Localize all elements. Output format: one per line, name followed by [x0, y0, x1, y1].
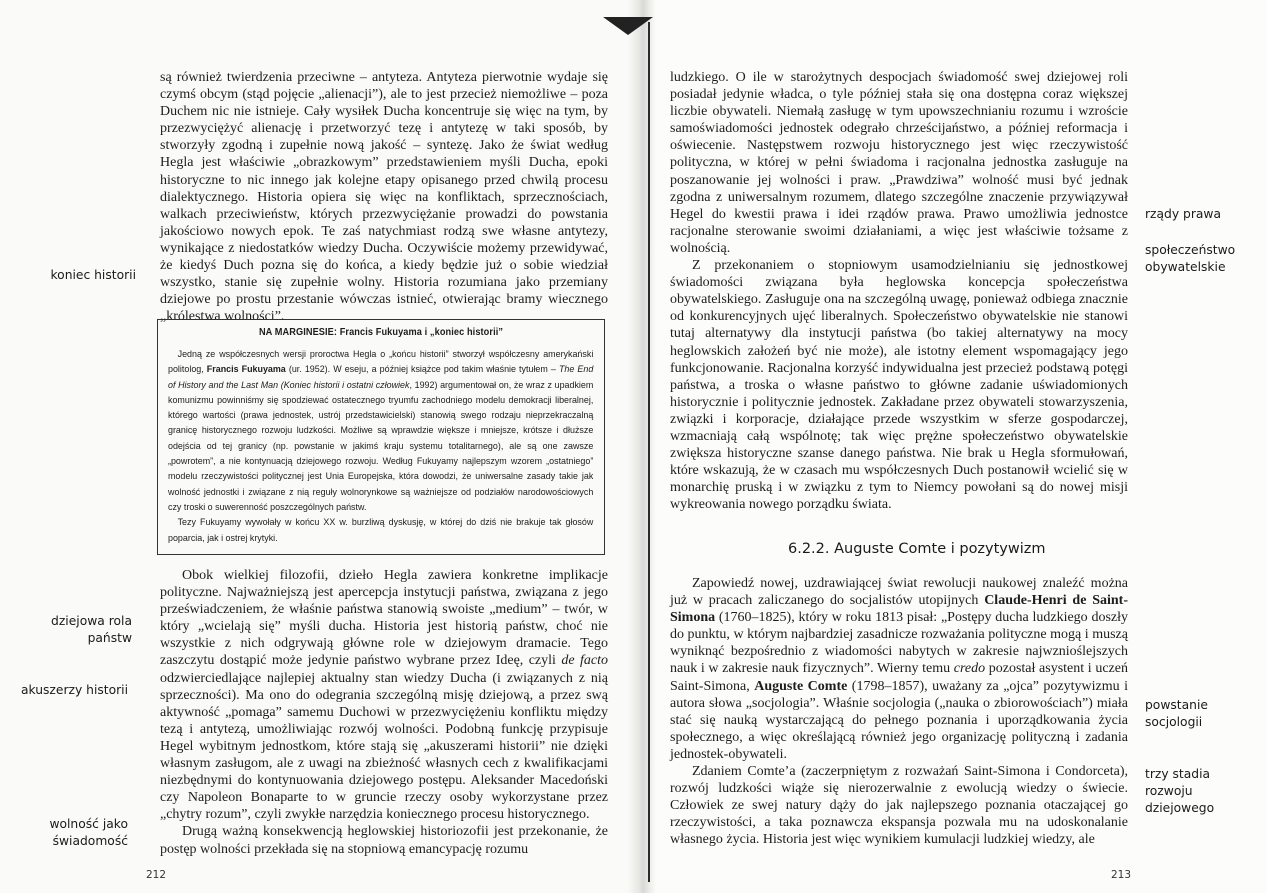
margin-note-line: obywatelskie: [1145, 260, 1226, 274]
right-paragraph-3-b: (1760–1825), który w roku 1813 pisał: „Postępy ducha ludzkiego doszły do punktu, w którym najbardziej zasadnicze rozważania polityczne mogą i muszą wyniknąć bezpośrednio z wiadomości nabytych w zakresie najwznioślejszych nauk i w zakresie nauk fizycznych”. Wierny temu: [670, 610, 1128, 677]
left-paragraph-2-italic: de facto: [561, 653, 608, 669]
right-page: [640, 0, 1267, 893]
left-paragraph-3: Drugą ważną konsekwencją heglowskiej historiozofii jest przekonanie, że postęp wolności przekłada się na stopniową emancypację rozumu: [160, 824, 608, 857]
right-paragraph-3-c: pozostał asystent i uczeń Saint-Simona,: [670, 661, 1128, 694]
margin-note-trzy-stadia: [1145, 766, 1265, 817]
sidebar-body: [168, 347, 593, 546]
margin-note-line: dziejowa rola: [51, 614, 132, 628]
margin-note-akuszerzy: akuszerzy historii: [20, 683, 128, 697]
margin-note-line: świadomość: [52, 834, 128, 848]
page-number-right: 213: [1111, 869, 1132, 881]
margin-note-powstanie-socjologii: [1145, 697, 1265, 731]
sidebar-paragraph-1: [168, 347, 593, 515]
sidebar-text-a: Jedną ze współczesnych wersji proroctwa Hegla o „końcu historii” stworzył współczesny amerykański politolog,: [168, 349, 594, 375]
left-paragraph-1: są również twierdzenia przeciwne – antyteza. Antyteza pierwotnie wydaje się czymś obcym (stąd pojęcie „alienacji”), ale to jest przecież niemożliwe – poza Duchem nic nie istnieje. Cały wysiłek Ducha koncentruje się więc na tym, by przezwyciężyć alienację i przetworzyć tezę i antytezę w taki sposób, by stworzyły zgodną i zupełnie nową jakość – syntezę. Jako że świat według Hegla jest właściwie „obrazkowym” przedstawieniem myśli Ducha, epoki historyczne to nic innego jak kolejne etapy opisanego przed chwilą procesu dialektycznego. Historia opiera się więc na konfliktach, sprzecznościach, walkach przeciwieństw, których przezwyciężanie prowadzi do powstania jakościowo nowych epok. Te zaś natychmiast rodzą swe własne antytezy, wynikające z niedostatków wiedzy Ducha. Oczywiście możemy przewidywać, że kiedyś Duch pozna się do końca, a kiedy będzie już o sobie wiedział wszystko, stanie się zupełnie wolny. Historia rozumiana jako przemiany dziejowe po prostu przestanie wówczas istnieć, otwierając bramy wiecznego „królestwa wolności”.: [160, 70, 608, 325]
section-heading: 6.2.2. Auguste Comte i pozytywizm: [788, 541, 1046, 557]
gutter-triangle-mark: [603, 17, 653, 35]
margin-note-spoleczenstwo: [1145, 242, 1265, 276]
left-paragraph-2-b: odzwierciedlające najlepiej aktualny stan wiedzy Ducha (i związanych z nią sprzeczności). Ma ono do odegrania szczególną misję dziejową, a przez swą aktywność „pomaga” samemu Duchowi w przezwyciężeniu konfliktu między tezą i antytezą, umożliwiając rozwój wolności. Podobną funkcję przypisuje Hegel wybitnym jednostkom, które stają się „akuszerami historii” nie dzięki własnym zasługom, ale z uwagi na zbieżność własnych cech z kwalifikacjami niezbędnymi do kontynuowania dziejowego postępu. Aleksander Macedoński czy Napoleon Bonaparte to w gruncie rzeczy osoby wykorzystane przez „chytry rozum”, czyli zwykłe narzędzia koniecznego procesu historycznego.: [160, 670, 608, 823]
margin-note-line: powstanie: [1145, 698, 1208, 712]
margin-note-line: trzy stadia: [1145, 767, 1211, 781]
margin-note-line: socjologii: [1145, 715, 1203, 729]
margin-note-line: państw: [87, 631, 132, 645]
sidebar-name-bold: Francis Fukuyama: [206, 364, 286, 375]
sidebar-paragraph-2: [168, 515, 593, 546]
margin-note-line: społeczeństwo: [1145, 243, 1236, 257]
page-number-left: 212: [146, 869, 167, 881]
italic-credo: credo: [953, 661, 986, 677]
right-paragraph-3-a: Zapowiedź nowej, uzdrawiającej świat rewolucji naukowej znaleźć można już w pracach zaliczanego do socjalistów utopijnych: [670, 576, 1128, 609]
right-paragraph-1: ludzkiego. O ile w starożytnych despocjach świadomość swej dziejowej roli posiadał jedynie władca, o tyle później stała się ona dostępna coraz większej liczbie obywateli. Niemałą zasługę w tym upowszechnianiu rozumu i wzroście samoświadomości jednostek odegrało chrześcijaństwo, a później reformacja i oświecenie. Następstwem rozwoju historycznego jest więc rzeczywistość polityczna, w której w pełni świadoma i racjonalna jednostka zasługuje na poszanowanie jej wolności i praw. „Prawdziwa” wolność musi być jednak zgodna z uniwersalnym rozumem, dlatego szczególne znaczenie przywiązywał Hegel do kwestii prawa i idei rządów prawa. Prawo umożliwia jednostce racjonalne sterowanie swoimi działaniami, a więc jest właściwie tożsame z wolnością.: [670, 70, 1128, 256]
left-page-top-text: [160, 69, 608, 325]
left-paragraph-2: [160, 567, 608, 823]
sidebar-box-fukuyama: [157, 319, 605, 555]
margin-note-line: rozwoju: [1145, 784, 1193, 798]
right-paragraph-3: [670, 575, 1128, 763]
sidebar-title: NA MARGINESIE: Francis Fukuyama i „koniec historii”: [258, 327, 504, 338]
left-paragraph-2-a: Obok wielkiej filozofii, dzieło Hegla zawiera konkretne implikacje polityczne. Najważniejszą jest apercepcja instytucji państwa, związana z jego przeświadczeniem, że właśnie państwa stanowią swoiste „medium” – twór, w który „wcielają się” myśli ducha. Historia jest historią państw, choć nie wszystkie z nich odgrywają główne role w dziejowym dramacie. Tego zaszczytu dostąpić może jedynie państwo wybrane przez Ideę, czyli: [160, 568, 608, 669]
left-page-bottom-text: [160, 567, 608, 857]
margin-note-line: wolność jako: [49, 817, 128, 831]
right-paragraph-3-d: (1798–1857), uważany za „ojca” pozytywizmu i autora słowa „socjologia”. Właśnie socjologia („nauka o zbiorowościach”) miała stać się nauką wystarczającą do pełnego poznania i uporządkowania życia społecznego, a więc określającą również jego organizację polityczną i zadania jednostek-obywateli.: [670, 678, 1128, 762]
right-page-top-text: [670, 69, 1128, 513]
right-page-bottom-text: [670, 575, 1128, 865]
sidebar-text-d: Tezy Fukuyamy wywołały w końcu XX w. burzliwą dyskusję, w której do dziś nie brakuje tak głosów poparcia, jak i ostrej krytyki.: [168, 517, 594, 543]
margin-note-koniec-historii: koniec historii: [50, 268, 136, 282]
book-gutter: [628, 0, 656, 893]
margin-note-line: dziejowego: [1145, 801, 1215, 815]
gutter-line: [648, 22, 650, 882]
name-saint-simon: Claude-Henri de Saint-Simona: [670, 593, 1128, 626]
name-comte: Auguste Comte: [754, 678, 848, 694]
right-paragraph-4: Zdaniem Comte’a (zaczerpniętym z rozważań Saint-Simona i Condorceta), rozwój ludzkości wiąże się nierozerwalnie z ewolucją wiedzy o świecie. Człowiek ze swej natury dąży do jak najlepszego poznania otaczającej go rzeczywistości, a taka poznawcza ekspansja pozwala mu na udoskonalanie własnego życia. Historia jest więc wynikiem kumulacji ludzkiej wiedzy, ale: [670, 764, 1128, 848]
sidebar-text-c: , 1992) argumentował on, że wraz z upadkiem komunizmu powinniśmy się spodziewać ostatecznego tryumfu zachodniego modelu demokracji liberalnej, którego wartości (prawa jednostek, ustrój przedstawicielski) stanowią swego rodzaju nieprzekraczalną granicę historycznego rozwoju ludzkości. Możliwe są wprawdzie większe i mniejsze, krótsze i dłuższe odejścia od tej granicy (np. powstanie w jakimś kraju systemu totalitarnego), ale są one zawsze „powrotem”, a nie kontynuacją dziejowego rozwoju. Według Fukuyamy najlepszym wzorem „ostatniego” modelu rzeczywistości politycznej jest Unia Europejska, która dowodzi, że uniwersalne zasady takie jak wolność jednostki i związane z nią reguły wolnorynkowe są ważniejsze od podziałów narodowościowych czy troski o suwerenność poszczególnych państw.: [168, 379, 594, 512]
margin-note-rzady-prawa: rządy prawa: [1145, 207, 1222, 221]
margin-note-dziejowa-rola: [4, 613, 132, 647]
margin-note-wolnosc: [0, 816, 128, 850]
sidebar-book-title: The End of History and the Last Man (Koniec historii i ostatni człowiek: [168, 364, 594, 390]
sidebar-text-b: (ur. 1952). W eseju, a później książce pod takim właśnie tytułem –: [285, 364, 559, 375]
right-paragraph-2: Z przekonaniem o stopniowym usamodzielnianiu się jednostkowej świadomości związana była heglowska koncepcja społeczeństwa obywatelskiego. Zasługuje ona na szczególną uwagę, ponieważ odbiega znacznie od konkurencyjnych ujęć liberalnych. Społeczeństwo obywatelskie nie stanowi tutaj alternatywy dla instytucji państwa (bo takiej alternatywy na mocy heglowskich założeń być nie może), ale istotny element wspomagający jego funkcjonowanie. Racjonalna korzyść indywidualna jest przecież podstawą potęgi państwa, a troska o własne państwo to główne zadanie uświadomionych historycznie i politycznie jednostek. Zakładane przez obywateli stowarzyszenia, związki i korporacje, działające przede wszystkim w sferze gospodarczej, wzmacniają całą wspólnotę; tak więc prężne społeczeństwo obywatelskie zwiększa historyczne szanse danego państwa. Nie brak u Hegla sformułowań, które wskazują, że w czasach mu współczesnych Duch postanowił wcielić się w monarchię pruską i w związku z tym to Niemcy powołani są do nowej misji wykreowania nowego porządku świata.: [670, 258, 1128, 513]
